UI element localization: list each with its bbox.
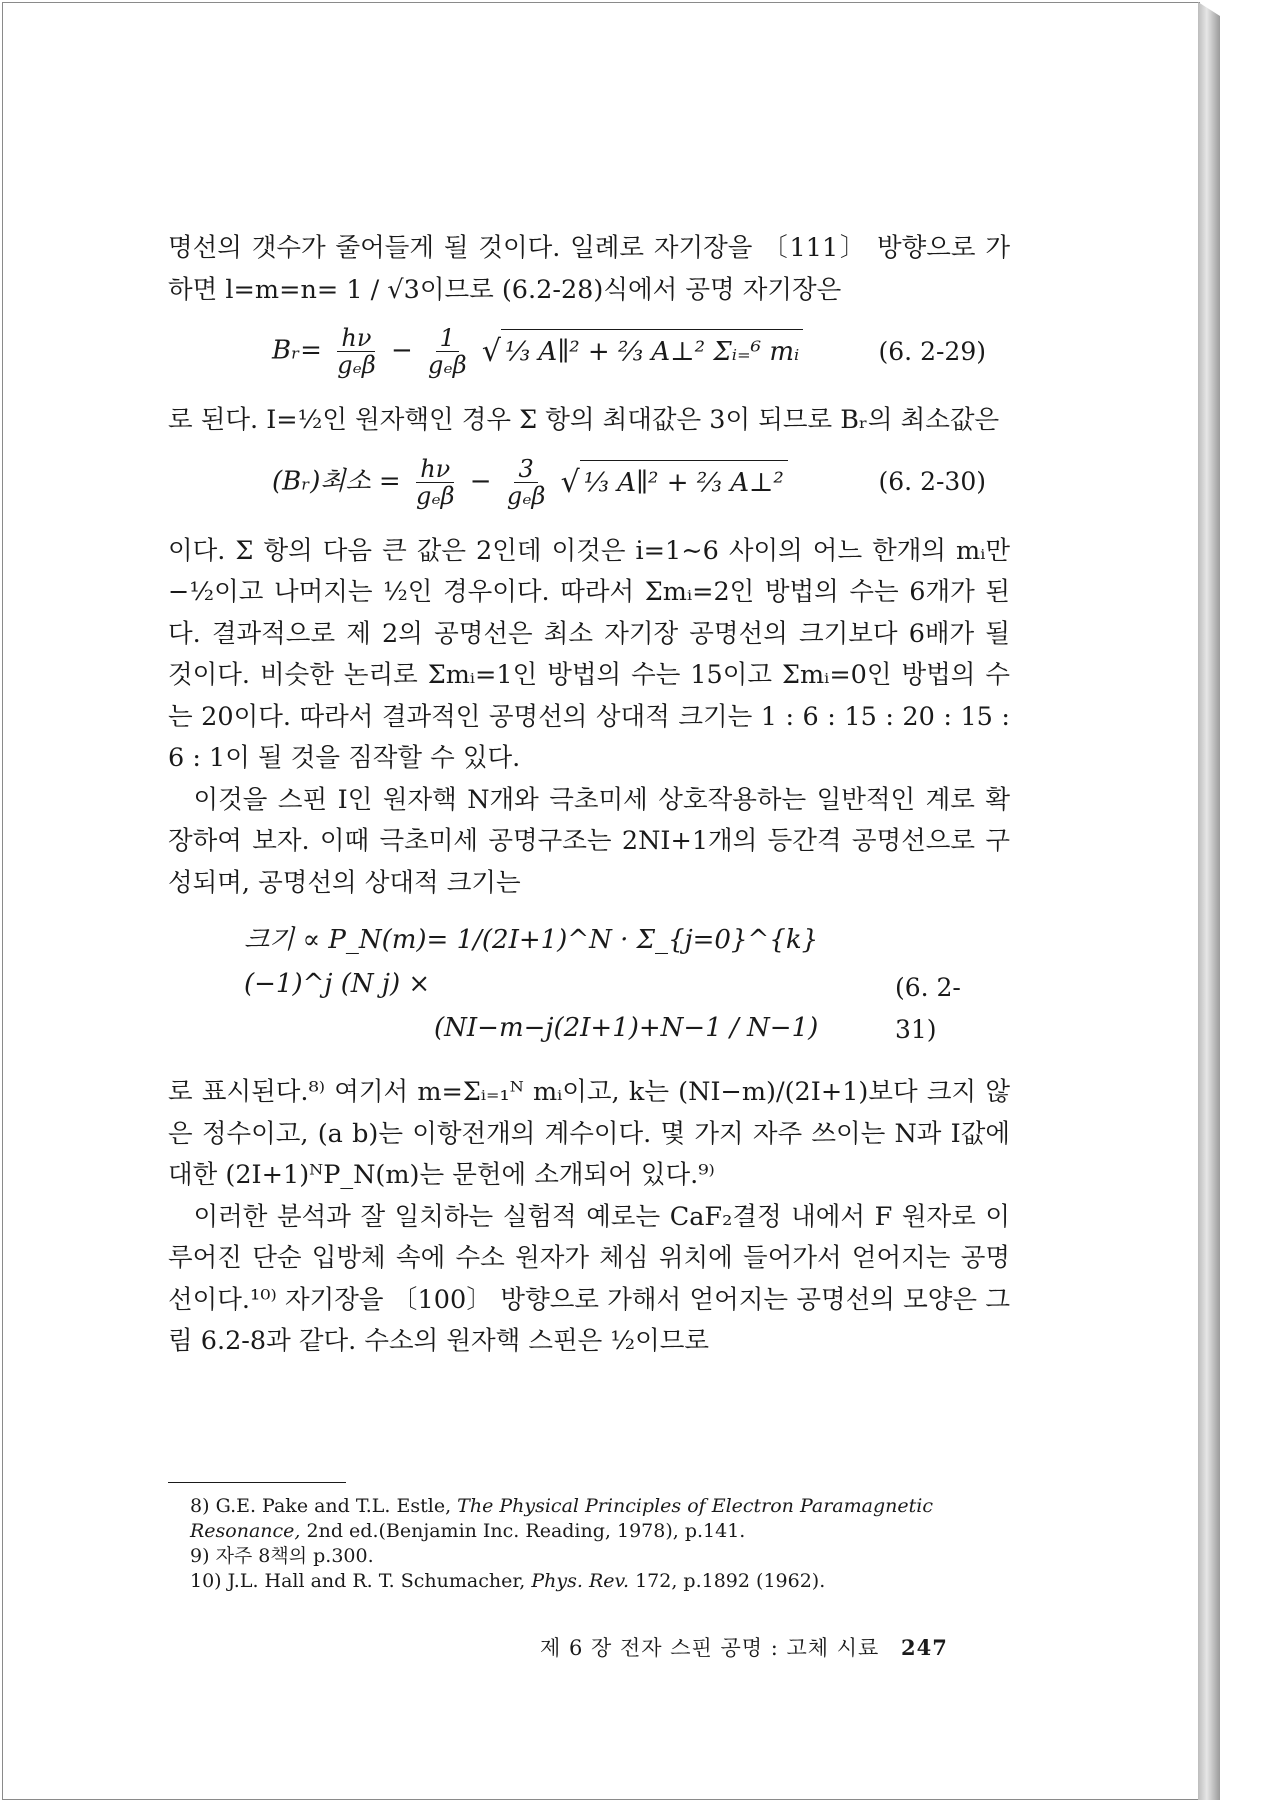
equation-6-2-31 bbox=[168, 918, 1010, 1050]
page-number: 247 bbox=[900, 1635, 948, 1660]
equation-number-31: (6. 2-31) bbox=[894, 973, 961, 1044]
paragraph-1: 명선의 갯수가 줄어들게 될 것이다. 일례로 자기장을 〔111〕 방향으로 가하면 l=m=n= 1 / √3이므로 (6.2-28)식에서 공명 자기장은 bbox=[168, 233, 1010, 305]
equation-31-formula bbox=[168, 918, 895, 1050]
eq29-lhs: Bᵣ= bbox=[272, 335, 322, 366]
footnote-10: 10) J.L. Hall and R. T. Schumacher, Phys. Rev. 172, p.1892 (1962). bbox=[190, 1570, 826, 1592]
paragraph-6: 이러한 분석과 잘 일치하는 실험적 예로는 CaF₂결정 내에서 F 원자로 이루어진 단순 입방체 속에 수소 원자가 체심 위치에 들어가서 얻어지는 공명선이다.¹⁰⁾ 자기장을 〔100〕 방향으로 가해서 얻어지는 공명선의 모양은 그림 6.2-8과 같다. 수소의 원자핵 스핀은 ½이므로 bbox=[168, 1201, 1010, 1356]
footnote-8: 8) G.E. Pake and T.L. Estle, The Physical Principles of Electron Paramagnetic Resonance, 2nd ed.(Benjamin Inc. Reading, 1978), p.141. bbox=[190, 1495, 933, 1542]
eq29-frac-1: $\frac{h\nu}{\text{gₑβ}}$ bbox=[337, 324, 376, 379]
equation-6-2-29 bbox=[168, 325, 1010, 378]
eq29-sum: Σᵢ₌⁶ mᵢ bbox=[713, 337, 800, 368]
page-body bbox=[168, 228, 1010, 1363]
footnote-9: 9) 자주 8책의 p.300. bbox=[190, 1545, 374, 1567]
chapter-title: 제 6 장 전자 스핀 공명 : 고체 시료 bbox=[540, 1636, 880, 1660]
paragraph-4: 이것을 스핀 I인 원자핵 N개와 극초미세 상호작용하는 일반적인 계로 확장하여 보자. 이때 극초미세 공명구조는 2NI+1개의 등간격 공명선으로 구성되며, 공명선의 상대적 크기는 bbox=[168, 784, 1011, 898]
page-edge-shadow bbox=[1198, 2, 1220, 1800]
footnotes bbox=[190, 1494, 1030, 1594]
equation-6-2-30 bbox=[168, 456, 1010, 509]
eq30-frac-2: $\frac{3}{\text{gₑβ}}$ bbox=[506, 454, 546, 510]
footnote-rule bbox=[168, 1482, 346, 1483]
equation-number-30: (6. 2-30) bbox=[878, 467, 986, 497]
equation-30-formula: (Bᵣ)최소 = $\frac{h\nu}{\text{gₑβ}}$ − $\frac{3}{\text{gₑβ}}$ √ ⅓ A∥² + ⅔ A⊥² bbox=[168, 456, 788, 509]
eq31-line-2: (NI−m−j(2I+1)+N−1 / N−1) bbox=[434, 1013, 819, 1043]
running-footer bbox=[540, 1632, 948, 1662]
eq30-radicand: ⅓ A∥² + ⅔ A⊥² bbox=[580, 460, 788, 505]
equation-number-29: (6. 2-29) bbox=[878, 336, 986, 366]
sqrt-sign: √ bbox=[481, 333, 501, 369]
eq29-radicand: ⅓ A∥² + ⅔ A⊥² Σᵢ₌⁶ mᵢ bbox=[501, 329, 803, 374]
equation-29-formula: Bᵣ= $\frac{h\nu}{\text{gₑβ}}$ − $\frac{1}{\text{gₑβ}}$ √ ⅓ A∥² + ⅔ A⊥² Σᵢ₌⁶ mᵢ bbox=[168, 325, 803, 378]
sqrt-sign: √ bbox=[560, 464, 580, 500]
eq30-lhs: (Bᵣ)최소 = bbox=[272, 466, 401, 496]
eq30-frac-1: $\frac{h\nu}{\text{gₑβ}}$ bbox=[415, 454, 455, 510]
paragraph-5: 로 표시된다.⁸⁾ 여기서 m=Σᵢ₌₁ᴺ mᵢ이고, k는 (NI−m)/(2I+1)보다 크지 않은 정수이고, (a b)는 이항전개의 계수이다. 몇 가지 자주 쓰이는 N과 I값에 대한 (2I+1)ᴺP_N(m)는 문헌에 소개되어 있다.⁹⁾ bbox=[168, 1077, 1010, 1190]
paragraph-3: 이다. Σ 항의 다음 큰 값은 2인데 이것은 i=1∼6 사이의 어느 한개의 mᵢ만 −½이고 나머지는 ½인 경우이다. 따라서 Σmᵢ=2인 방법의 수는 6개가 된다. 결과적으로 제 2의 공명선은 최소 자기장 공명선의 크기보다 6배가 될 것이다. 비슷한 논리로 Σmᵢ=1인 방법의 수는 15이고 Σmᵢ=0인 방법의 수는 20이다. 따라서 결과적인 공명선의 상대적 크기는 1 : 6 : 15 : 20 : 15 : 6 : 1이 될 것을 짐작할 수 있다. bbox=[168, 535, 1010, 773]
paragraph-2: 로 된다. I=½인 원자핵인 경우 Σ 항의 최대값은 3이 되므로 Bᵣ의 최소값은 bbox=[168, 405, 1000, 435]
eq31-line-1: 크기 ∝ P_N(m)= 1/(2I+1)^N · Σ_{j=0}^{k} (−1)^j (N j) × bbox=[244, 925, 819, 999]
eq29-frac-2: $\frac{1}{\text{gₑβ}}$ bbox=[428, 324, 467, 379]
